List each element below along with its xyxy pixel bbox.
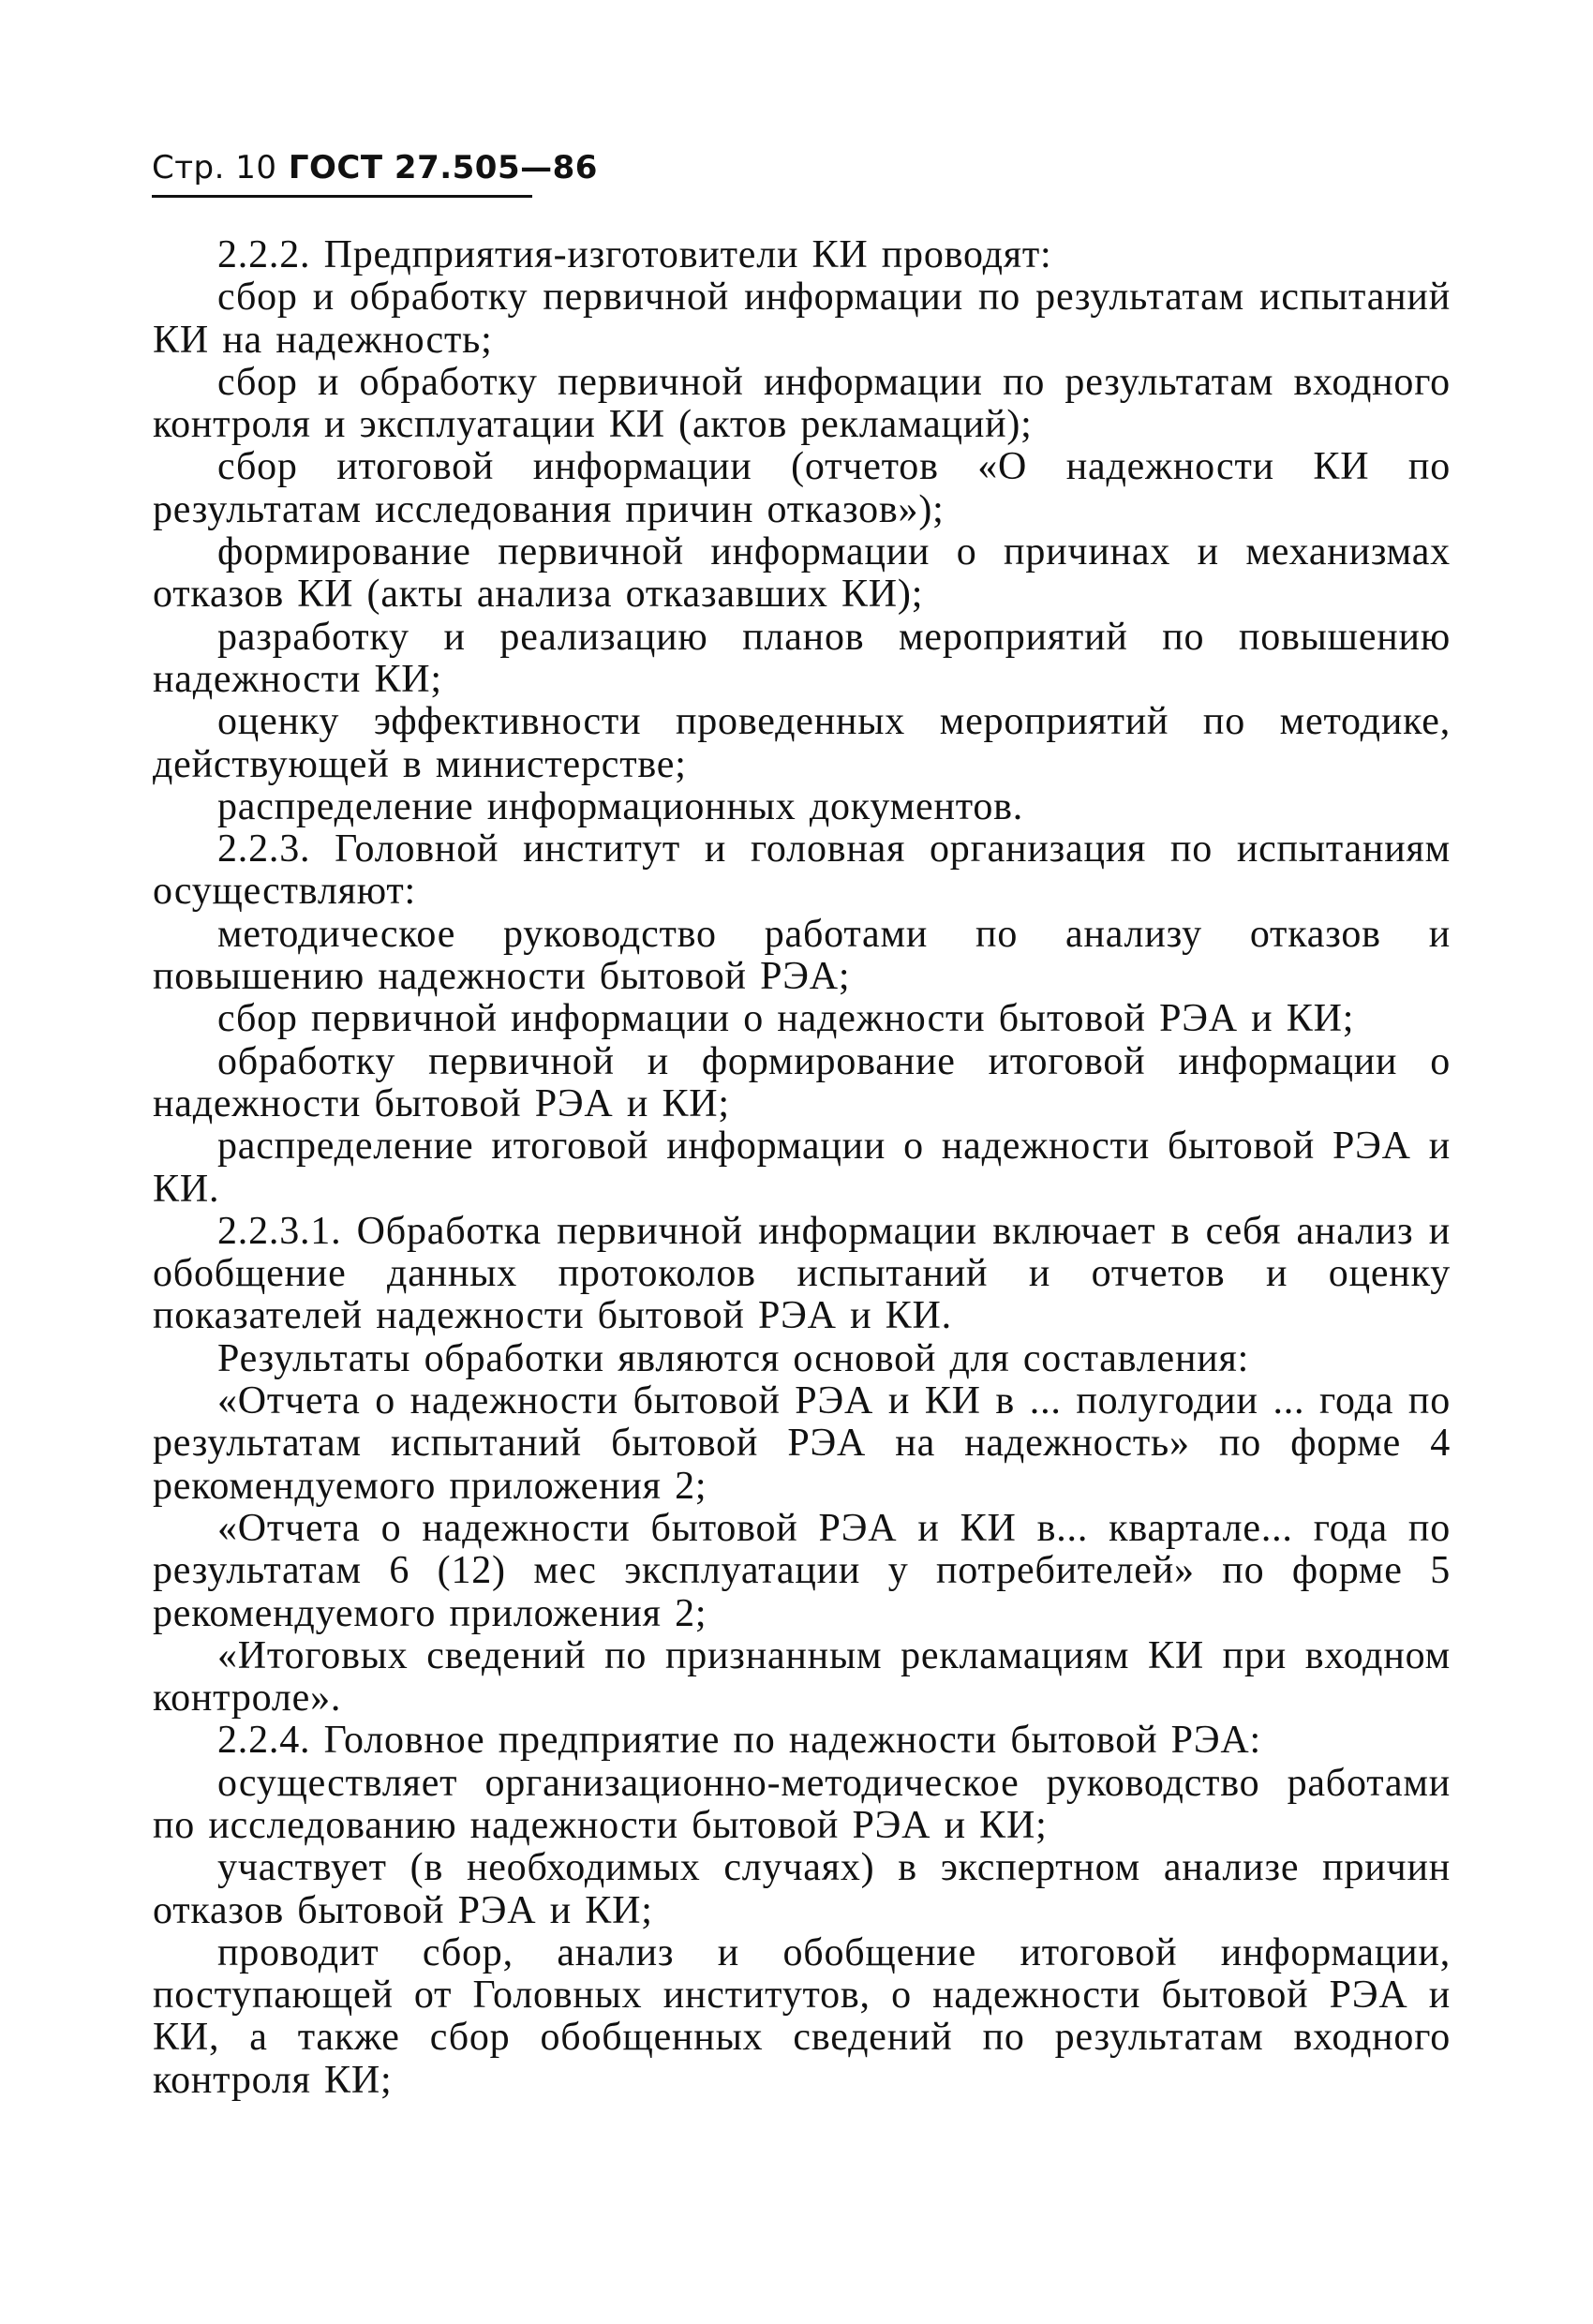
page-number: Стр. 10 [152, 149, 277, 186]
list-item: сбор первичной информации о надежности бытовой РЭА и КИ; [217, 997, 1355, 1041]
list-item: проводит сбор, анализ и обобщение итоговой информации, поступающей от Головных институтов, о надежности бытовой РЭА и КИ, а также сбор обобщенных сведений по результатам входного контроля КИ; [153, 1930, 1451, 2102]
list-item: методическое руководство работами по анализу отказов и повышению надежности бытовой РЭА; [153, 912, 1451, 999]
list-item: сбор и обработку первичной информации по результатам испытаний КИ на надежность; [153, 276, 1451, 362]
paragraph-2-2-2: 2.2.2. Предприятия-изготовители КИ проводят: [217, 233, 1052, 276]
list-item: формирование первичной информации о причинах и механизмах отказов КИ (акты анализа отказавших КИ); [153, 530, 1451, 617]
document-body [153, 234, 1451, 2102]
list-item: участвует (в необходимых случаях) в экспертном анализе причин отказов бытовой РЭА и КИ; [153, 1846, 1451, 1932]
list-item: «Отчета о надежности бытовой РЭА и КИ в... квартале... года по результатам 6 (12) мес эксплуатации у потребителей» по форме 5 рекомендуемого приложения 2; [153, 1506, 1451, 1635]
paragraph-2-2-4: 2.2.4. Головное предприятие по надежности бытовой РЭА: [217, 1719, 1261, 1763]
list-item: оценку эффективности проведенных мероприятий по методике, действующей в министерстве; [153, 700, 1451, 786]
list-item: распределение информационных документов. [217, 784, 1024, 828]
list-item: «Итоговых сведений по признанным рекламациям КИ при входном контроле». [153, 1633, 1451, 1721]
list-item: обработку первичной и формирование итоговой информации о надежности бытовой РЭА и КИ; [153, 1039, 1451, 1125]
list-item: разработку и реализацию планов мероприятий по повышению надежности КИ; [153, 615, 1451, 701]
list-item: «Отчета о надежности бытовой РЭА и КИ в ... полугодии ... года по результатам испытаний бытовой РЭА на надежность» по форме 4 рекомендуемого приложения 2; [153, 1379, 1451, 1508]
paragraph-2-2-3-1: 2.2.3.1. Обработка первичной информации включает в себя анализ и обобщение данных протоколов испытаний и отчетов и оценку показателей надежности бытовой РЭА и КИ. [153, 1209, 1451, 1338]
paragraph: Результаты обработки являются основой для составления: [217, 1336, 1250, 1380]
standard-designation: ГОСТ 27.505—86 [288, 149, 598, 186]
list-item: сбор итоговой информации (отчетов «О надежности КИ по результатам исследования причин отказов»); [153, 445, 1451, 531]
list-item: осуществляет организационно-методическое руководство работами по исследованию надежности бытовой РЭА и КИ; [153, 1761, 1451, 1847]
list-item: распределение итоговой информации о надежности бытовой РЭА и КИ. [153, 1125, 1451, 1211]
header-rule [152, 195, 532, 198]
list-item: сбор и обработку первичной информации по результатам входного контроля и эксплуатации КИ (актов рекламаций); [153, 360, 1451, 447]
paragraph-2-2-3: 2.2.3. Головной институт и головная организация по испытаниям осуществляют: [153, 827, 1451, 914]
page-header [152, 149, 598, 186]
